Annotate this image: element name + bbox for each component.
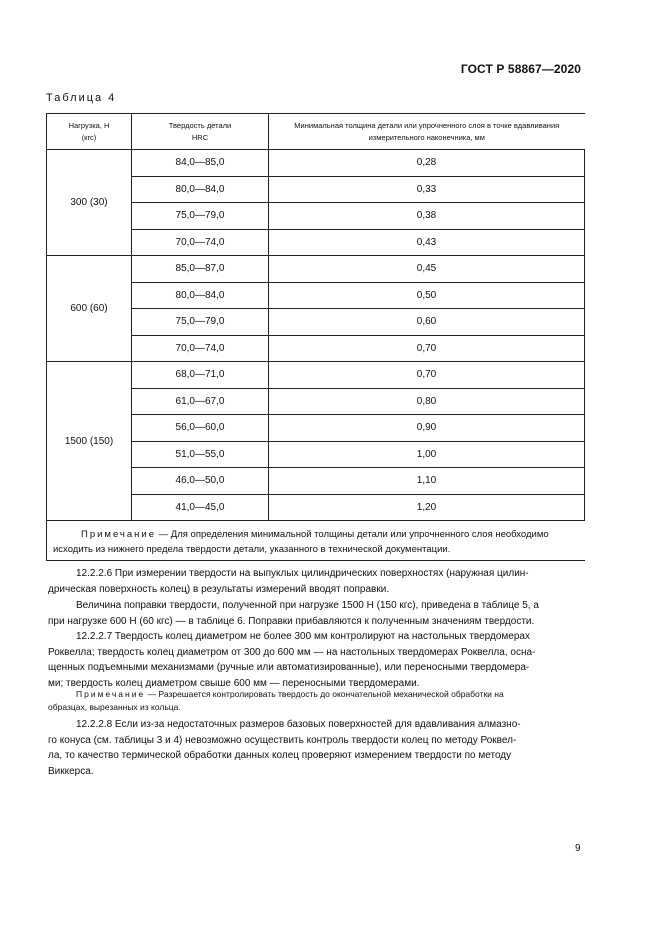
thickness-cell: 1,10	[269, 468, 585, 495]
hrc-cell: 85,0—87,0	[132, 256, 269, 283]
p4-line2: го конуса (см. таблицы 3 и 4) невозможно осуществить контроль твердости колец по методу Роквел-	[48, 734, 517, 746]
table-note-line1	[53, 527, 585, 542]
thickness-cell: 0,90	[269, 415, 585, 442]
header-thickness-line2: измерительного наконечника, мм	[368, 132, 485, 142]
header-hardness	[132, 114, 269, 150]
hrc-cell: 75,0—79,0	[132, 309, 269, 336]
hrc-cell: 68,0—71,0	[132, 362, 269, 389]
hrc-cell: 51,0—55,0	[132, 441, 269, 468]
hrc-cell: 46,0—50,0	[132, 468, 269, 495]
p1-line1: 12.2.2.6 При измерении твердости на выпуклых цилиндрических поверхностях (наружная цилин-	[76, 568, 529, 579]
p4-line4: Виккерса.	[48, 765, 94, 777]
hrc-cell: 61,0—67,0	[132, 388, 269, 415]
hrc-cell: 56,0—60,0	[132, 415, 269, 442]
thickness-cell: 0,43	[269, 229, 585, 256]
hrc-cell: 70,0—74,0	[132, 335, 269, 362]
thickness-cell: 1,20	[269, 494, 585, 521]
thickness-cell: 0,80	[269, 388, 585, 415]
p3-line3: щенных подъемными механизмами (ручные или автоматизированные), или переносными твердомера-	[48, 662, 530, 673]
thickness-cell: 0,28	[269, 150, 585, 177]
thickness-cell: 0,33	[269, 176, 585, 203]
thickness-cell: 0,38	[269, 203, 585, 230]
header-load-line1: Нагрузка, Н	[68, 120, 110, 130]
p3-line4: ми; твердость колец диаметром свыше 600 мм — переносными твердомерами.	[48, 677, 420, 689]
hrc-cell: 80,0—84,0	[132, 176, 269, 203]
note2-label: Примечание	[76, 689, 146, 699]
p3-line2: Роквелла; твердость колец диаметром от 300 до 600 мм — на настольных твердомерах Роквелла, осна-	[48, 646, 536, 658]
p2-line2: при нагрузке 600 Н (60 кгс) — в таблице 6. Поправки прибавляются к полученным значениям твердости.	[48, 615, 535, 627]
p2-line1: Величина поправки твердости, полученной при нагрузке 1500 Н (150 кгс), приведена в таблице 5, а	[76, 600, 539, 611]
table-note-row	[47, 521, 585, 561]
standard-designation: ГОСТ Р 58867—2020	[460, 62, 581, 76]
note2-text1: — Разрешается контролировать твердость до окончательной механической обработки на	[145, 689, 504, 699]
paragraph-12-2-2-6	[48, 566, 584, 597]
thickness-cell: 0,60	[269, 309, 585, 336]
note2-line2: образцах, вырезанных из кольца.	[48, 701, 181, 712]
hardness-table	[46, 113, 585, 561]
thickness-cell: 1,00	[269, 441, 585, 468]
thickness-cell: 0,70	[269, 362, 585, 389]
p4-line1: 12.2.2.8 Если из-за недостаточных размеров базовых поверхностей для вдавливания алмазно-	[76, 719, 521, 730]
table-row	[47, 362, 585, 389]
hrc-cell: 41,0—45,0	[132, 494, 269, 521]
hrc-cell: 75,0—79,0	[132, 203, 269, 230]
table-caption: Таблица 4	[46, 92, 117, 104]
page-number: 9	[575, 843, 581, 854]
p1-line2: дрическая поверхность колец) в результаты измерений вводят поправки.	[48, 583, 390, 595]
header-hardness-line1: Твердость детали	[168, 120, 232, 130]
note2-line1	[48, 688, 584, 701]
load-cell: 1500 (150)	[47, 362, 132, 521]
header-load	[47, 114, 132, 150]
table-note-label: Примечание	[81, 529, 156, 540]
table-note	[47, 521, 585, 561]
table-note-text1: — Для определения минимальной толщины детали или упрочненного слоя необходимо	[156, 529, 549, 540]
load-cell: 600 (60)	[47, 256, 132, 362]
table-note-line2: исходить из нижнего предела твердости детали, указанного в технической документации.	[53, 544, 451, 555]
load-cell: 300 (30)	[47, 150, 132, 256]
thickness-cell: 0,50	[269, 282, 585, 309]
p4-line3: ла, то качество термической обработки данных колец проверяют измерением твердости по методу	[48, 750, 512, 761]
hrc-cell: 70,0—74,0	[132, 229, 269, 256]
thickness-cell: 0,45	[269, 256, 585, 283]
note-paragraph	[48, 688, 584, 713]
header-load-line2: (кгс)	[81, 132, 97, 142]
paragraph-12-2-2-8	[48, 717, 584, 779]
table-header-row	[47, 114, 585, 150]
table-row	[47, 150, 585, 177]
paragraph-corrections	[48, 598, 584, 629]
table-row	[47, 256, 585, 283]
hrc-cell: 84,0—85,0	[132, 150, 269, 177]
hrc-cell: 80,0—84,0	[132, 282, 269, 309]
thickness-cell: 0,70	[269, 335, 585, 362]
paragraph-12-2-2-7	[48, 629, 584, 691]
p3-line1: 12.2.2.7 Твердость колец диаметром не более 300 мм контролируют на настольных твердомерах	[76, 631, 530, 642]
header-hardness-line2: HRC	[191, 132, 209, 142]
header-thickness-line1: Минимальная толщина детали или упрочненного слоя в точке вдавливания	[294, 120, 560, 130]
header-thickness	[269, 114, 585, 150]
